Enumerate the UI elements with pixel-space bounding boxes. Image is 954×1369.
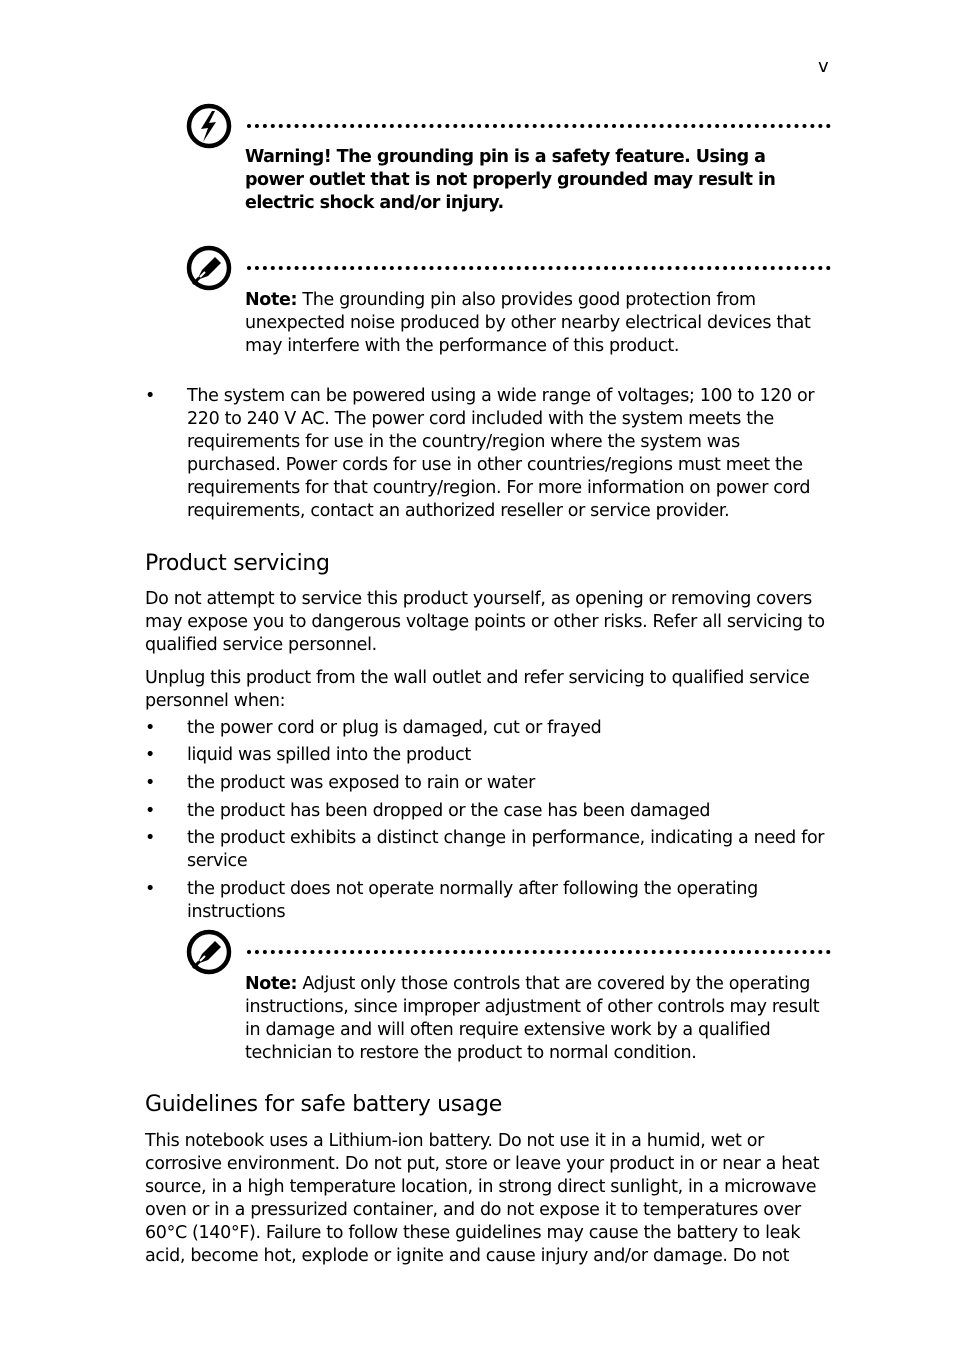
paragraph: Unplug this product from the wall outlet and refer servicing to qualified service personnel when: <box>145 668 810 711</box>
bullet-text: the product exhibits a distinct change in performance, indicating a need for service <box>187 828 825 871</box>
warning-callout <box>185 102 831 222</box>
list-item <box>145 385 835 525</box>
bullet-glyph: • <box>145 801 155 821</box>
note-text <box>245 973 825 1065</box>
section-heading: Guidelines for safe battery usage <box>145 1092 502 1117</box>
bullet-glyph: • <box>145 828 155 848</box>
note-lead: Note: <box>245 974 298 994</box>
note-pen-icon <box>185 244 233 292</box>
note-pen-icon <box>185 928 233 976</box>
lightning-warning-icon <box>185 102 233 150</box>
dotted-divider <box>247 950 831 954</box>
note-callout <box>185 928 831 1068</box>
paragraph: Do not attempt to service this product yourself, as opening or removing covers may expose you to dangerous voltage points or other risks. Refer all servicing to qualified service personnel. <box>145 589 825 655</box>
warning-text: Warning! The grounding pin is a safety feature. Using a power outlet that is not properly grounded may result in electric shock and/or injury. <box>245 147 776 213</box>
bullet-text: the product does not operate normally after following the operating instructions <box>187 879 758 922</box>
bullet-text: the product was exposed to rain or water <box>187 773 535 793</box>
bullet-glyph: • <box>145 745 155 765</box>
note-callout <box>185 244 831 364</box>
paragraph: This notebook uses a Lithium-ion battery. Do not use it in a humid, wet or corrosive environment. Do not put, store or leave your product in or near a heat source, in a high temperature location, in strong direct sunlight, in a microwave oven or in a pressurized container, and do not expose it to temperatures over 60°C (140°F). Failure to follow these guidelines may cause the battery to leak acid, become hot, explode or ignite and cause injury and/or damage. Do not <box>145 1131 820 1266</box>
bullet-text: liquid was spilled into the product <box>187 745 471 765</box>
note-body: Adjust only those controls that are covered by the operating instructions, since improper adjustment of other controls may result in damage and will often require extensive work by a qualified technician to restore the product to normal condition. <box>245 974 820 1063</box>
bullet-glyph: • <box>145 718 155 738</box>
note-text <box>245 289 825 358</box>
bullet-text: the product has been dropped or the case has been damaged <box>187 801 711 821</box>
bullet-glyph: • <box>145 773 155 793</box>
note-body: The grounding pin also provides good protection from unexpected noise produced by other nearby electrical devices that may interfere with the performance of this product. <box>245 290 811 356</box>
dotted-divider <box>247 266 831 270</box>
note-lead: Note: <box>245 290 298 310</box>
page-number: v <box>818 56 829 77</box>
bullet-glyph: • <box>145 879 155 899</box>
dotted-divider <box>247 124 831 128</box>
bullet-text: The system can be powered using a wide range of voltages; 100 to 120 or 220 to 240 V AC. The power cord included with the system meets the requirements for use in the country/region where the system was purchased. Power cords for use in other countries/regions must meet the requirements for that country/region. For more information on power cord requirements, contact an authorized reseller or service provider. <box>187 386 815 521</box>
bullet-text: the power cord or plug is damaged, cut or frayed <box>187 718 602 738</box>
section-heading: Product servicing <box>145 551 330 576</box>
bullet-glyph: • <box>145 386 155 406</box>
